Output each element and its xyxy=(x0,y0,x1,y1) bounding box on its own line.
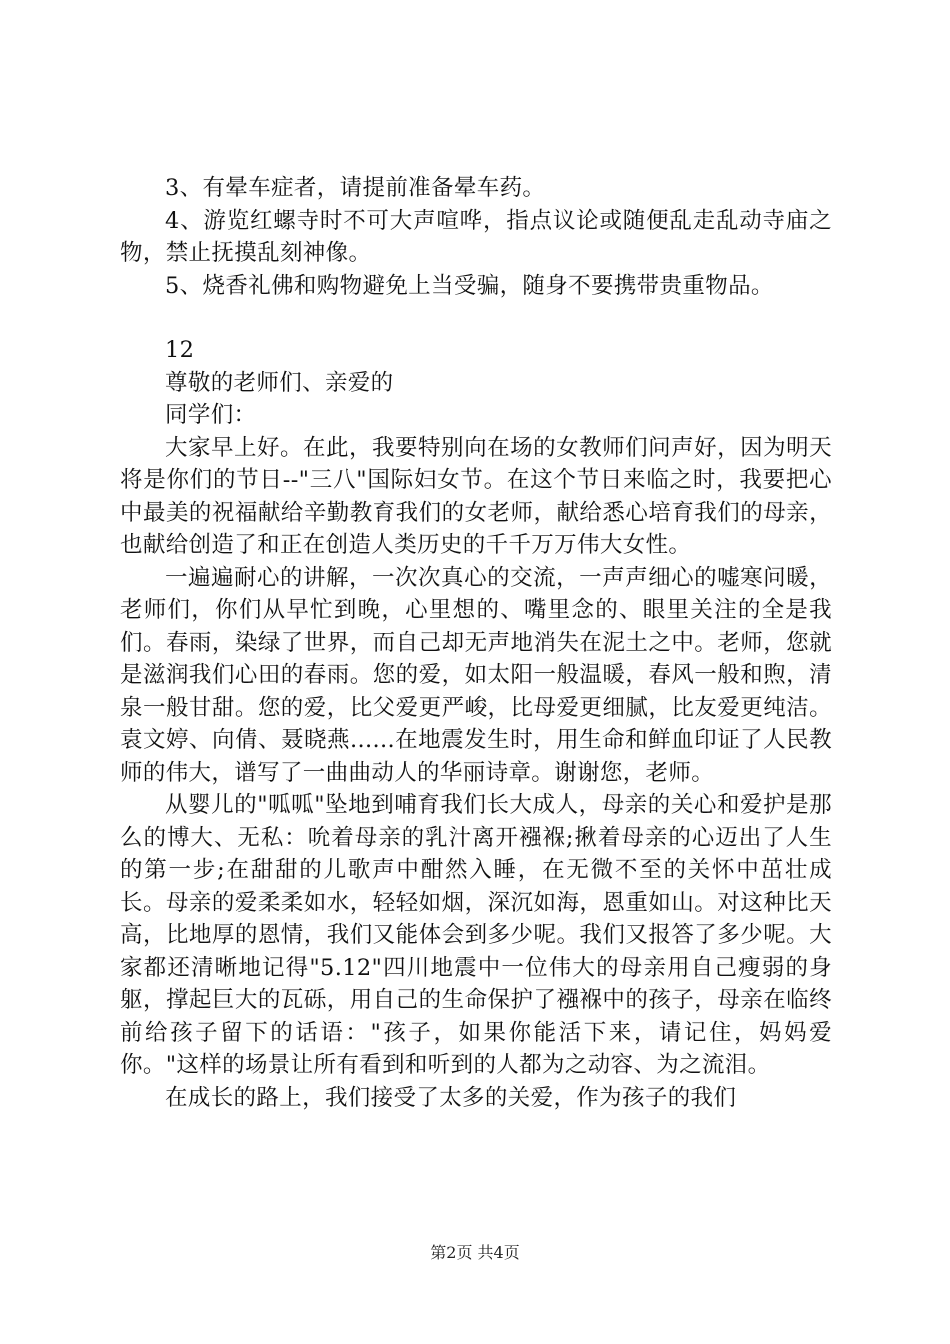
section-number: 12 xyxy=(165,337,195,363)
salutation-line-2: 同学们： xyxy=(165,402,257,428)
section-gap xyxy=(120,302,832,334)
list-item-5: 5、烧香礼佛和购物避免上当受骗，随身不要携带贵重物品。 xyxy=(165,272,774,299)
list-item-4: 4、游览红螺寺时不可大声喧哗，指点议论或随便乱走乱动寺庙之物，禁止抚摸乱刻神像。 xyxy=(120,207,832,266)
salutation-line-1: 尊敬的老师们、亲爱的 xyxy=(165,369,394,396)
page-footer: 第2页 共4页 xyxy=(430,1243,520,1262)
document-body xyxy=(120,172,832,1114)
paragraph-greeting: 大家早上好。在此，我要特别向在场的女教师们问声好，因为明天将是你们的节日--"三八"国际妇女节。在这个节日来临之时，我要把心中最美的祝福献给辛勤教育我们的女老师，献给悉心培育我们的母亲，也献给创造了和正在创造人类历史的千千万万伟大女性。 xyxy=(120,434,832,558)
paragraph-mothers: 从婴儿的"呱呱"坠地到哺育我们长大成人，母亲的关心和爱护是那么的博大、无私：吮着母亲的乳汁离开襁褓;揪着母亲的心迈出了人生的第一步;在甜甜的儿歌声中酣然入睡，在无微不至的关怀中茁壮成长。母亲的爱柔柔如水，轻轻如烟，深沉如海，恩重如山。对这种比天高，比地厚的恩情，我们又能体会到多少呢。我们又报答了多少呢。大家都还清晰地记得"5.12"四川地震中一位伟大的母亲用自己瘦弱的身躯，撑起巨大的瓦砾，用自己的生命保护了襁褓中的孩子，母亲在临终前给孩子留下的话语："孩子，如果你能活下来，请记住，妈妈爱你。"这样的场景让所有看到和听到的人都为之动容、为之流泪。 xyxy=(120,792,832,1078)
paragraph-teachers: 一遍遍耐心的讲解，一次次真心的交流，一声声细心的嘘寒问暖，老师们，你们从早忙到晚，心里想的、嘴里念的、眼里关注的全是我们。春雨，染绿了世界，而自己却无声地消失在泥土之中。老师，您就是滋润我们心田的春雨。您的爱，如太阳一般温暖，春风一般和煦，清泉一般甘甜。您的爱，比父爱更严峻，比母爱更细腻，比友爱更纯洁。袁文婷、向倩、聂晓燕......在地震发生时，用生命和鲜血印证了人民教师的伟大，谱写了一曲曲动人的华丽诗章。谢谢您，老师。 xyxy=(120,564,832,786)
paragraph-growth: 在成长的路上，我们接受了太多的关爱，作为孩子的我们 xyxy=(165,1084,737,1111)
list-item-3: 3、有晕车症者，请提前准备晕车药。 xyxy=(165,175,546,201)
